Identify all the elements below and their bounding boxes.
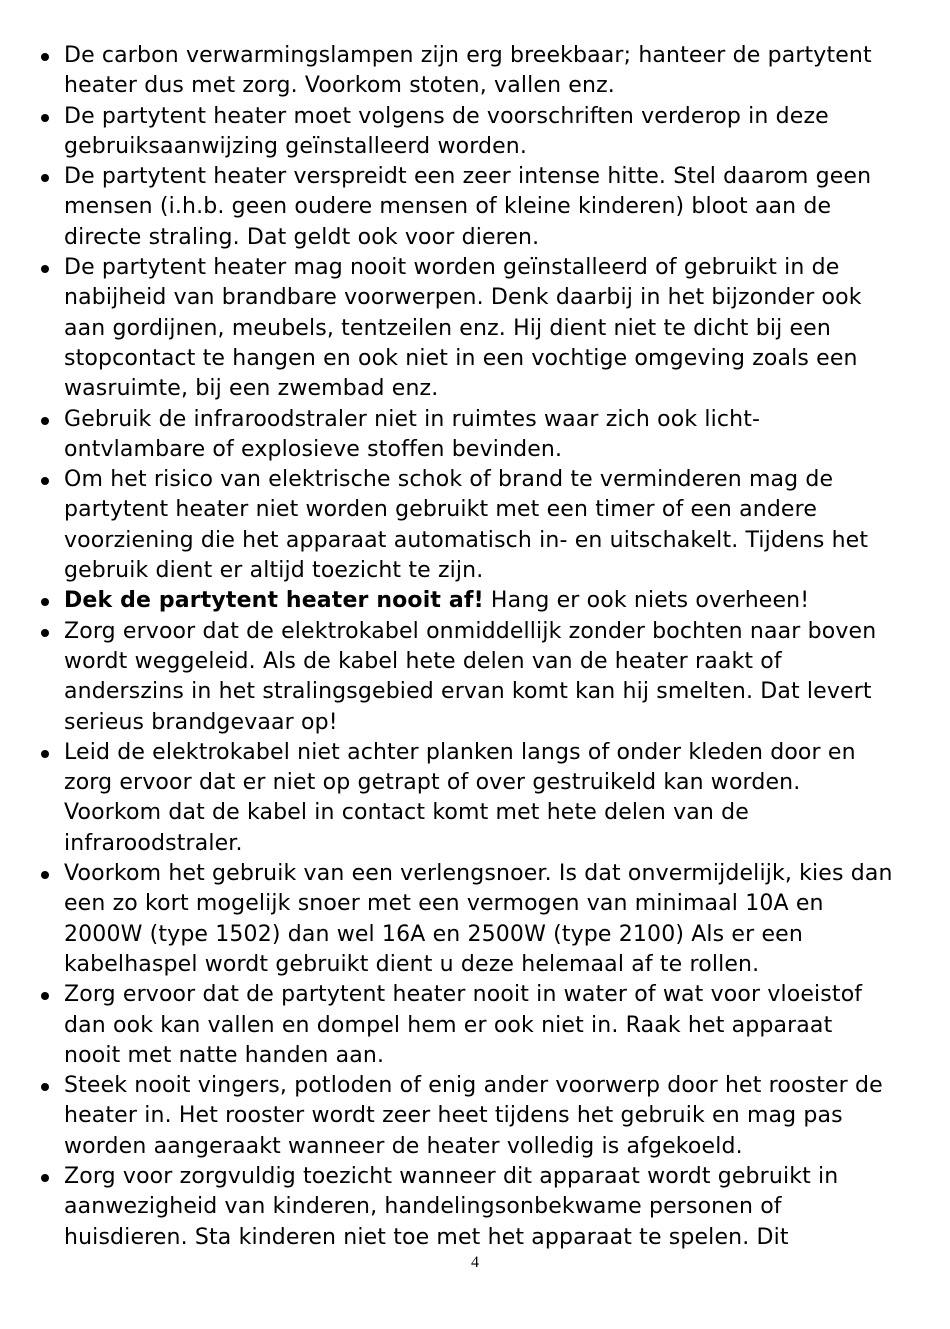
list-item (64, 41, 894, 102)
list-item (64, 1071, 894, 1162)
bullet-icon (41, 629, 49, 637)
list-item-text: De partytent heater moet volgens de voorschriften verderop in deze gebruiksaanwijzing geïnstalleerd worden. (64, 103, 829, 159)
bullet-icon (41, 598, 49, 606)
list-item-text: De partytent heater verspreidt een zeer intense hitte. Stel daarom geen mensen (i.h.b. geen oudere mensen of kleine kinderen) bloot aan de directe straling. Dat geldt ook voor dieren. (64, 164, 872, 250)
bullet-icon (41, 1083, 49, 1091)
page-number: 4 (471, 1254, 479, 1271)
bullet-icon (41, 992, 49, 1000)
list-item-text: Om het risico van elektrische schok of brand te verminderen mag de partytent heater niet worden gebruikt met een timer of een andere voorziening die het apparaat automatisch in- en uitschakelt. Tijdens het gebruik dient er altijd toezicht te zijn. (64, 467, 869, 584)
safety-instructions-list (64, 41, 894, 1253)
list-item-text: Steek nooit vingers, potloden of enig ander voorwerp door het rooster de heater in. Het rooster wordt zeer heet tijdens het gebruik en mag pas worden aangeraakt wanneer de heater volledig is afgekoeld. (64, 1073, 883, 1159)
list-item-text: Voorkom het gebruik van een verlengsnoer. Is dat onvermijdelijk, kies dan een zo kort mogelijk snoer met een vermogen van minimaal 10A en 2000W (type 1502) dan wel 16A en 2500W (type 2100) Als er een kabelhaspel wordt gebruikt dient u deze helemaal af te rollen. (64, 861, 893, 977)
bullet-icon (41, 114, 49, 122)
list-item (64, 405, 894, 466)
list-item-text: Gebruik de infraroodstraler niet in ruimtes waar zich ook licht-ontvlambare of explosieve stoffen bevinden. (64, 406, 761, 462)
list-item-text (64, 586, 894, 616)
warning-continuation: Hang er ook niets overheen! (483, 588, 810, 614)
warning-emphasis: Dek de partytent heater nooit af! (64, 588, 484, 614)
bullet-icon (41, 477, 49, 485)
list-item (64, 859, 894, 980)
list-item (64, 586, 894, 616)
list-item-text: Leid de elektrokabel niet achter planken langs of onder kleden door en zorg ervoor dat er niet op getrapt of over gestruikeld kan worden. Voorkom dat de kabel in contact komt met hete delen van de infraroodstraler. (64, 739, 856, 856)
list-item (64, 102, 894, 163)
list-item-text: Zorg voor zorgvuldig toezicht wanneer dit apparaat wordt gebruikt in aanwezigheid van kinderen, handelingsonbekwame personen of huisdieren. Sta kinderen niet toe met het apparaat te spelen. Dit (64, 1163, 839, 1250)
bullet-icon (41, 1174, 49, 1182)
list-item (64, 162, 894, 253)
list-item-text: De partytent heater mag nooit worden geïnstalleerd of gebruikt in de nabijheid van brandbare voorwerpen. Denk daarbij in het bijzonder ook aan gordijnen, meubels, tentzeilen enz. Hij dient niet te dicht bij een stopcontact te hangen en ook niet in een vochtige omgeving zoals een wasruimte, bij een zwembad enz. (64, 255, 862, 402)
list-item (64, 1162, 894, 1253)
list-item (64, 738, 894, 859)
bullet-icon (41, 871, 49, 879)
list-item-text: De carbon verwarmingslampen zijn erg breekbaar; hanteer de partytent heater dus met zorg. Voorkom stoten, vallen enz. (64, 43, 872, 99)
list-item (64, 617, 894, 738)
list-item-text: Zorg ervoor dat de elektrokabel onmiddellijk zonder bochten naar boven wordt weggeleid. Als de kabel hete delen van de heater raakt of anderszins in het stralingsgebied ervan komt kan hij smelten. Dat levert serieus brandgevaar op! (64, 618, 877, 735)
bullet-icon (41, 174, 49, 182)
list-item (64, 253, 894, 404)
bullet-icon (41, 750, 49, 758)
list-item (64, 465, 894, 586)
list-item-text: Zorg ervoor dat de partytent heater nooit in water of wat voor vloeistof dan ook kan vallen en dompel hem er ook niet in. Raak het apparaat nooit met natte handen aan. (64, 982, 863, 1068)
list-item (64, 980, 894, 1071)
bullet-icon (41, 53, 49, 61)
bullet-icon (41, 265, 49, 273)
bullet-icon (41, 417, 49, 425)
